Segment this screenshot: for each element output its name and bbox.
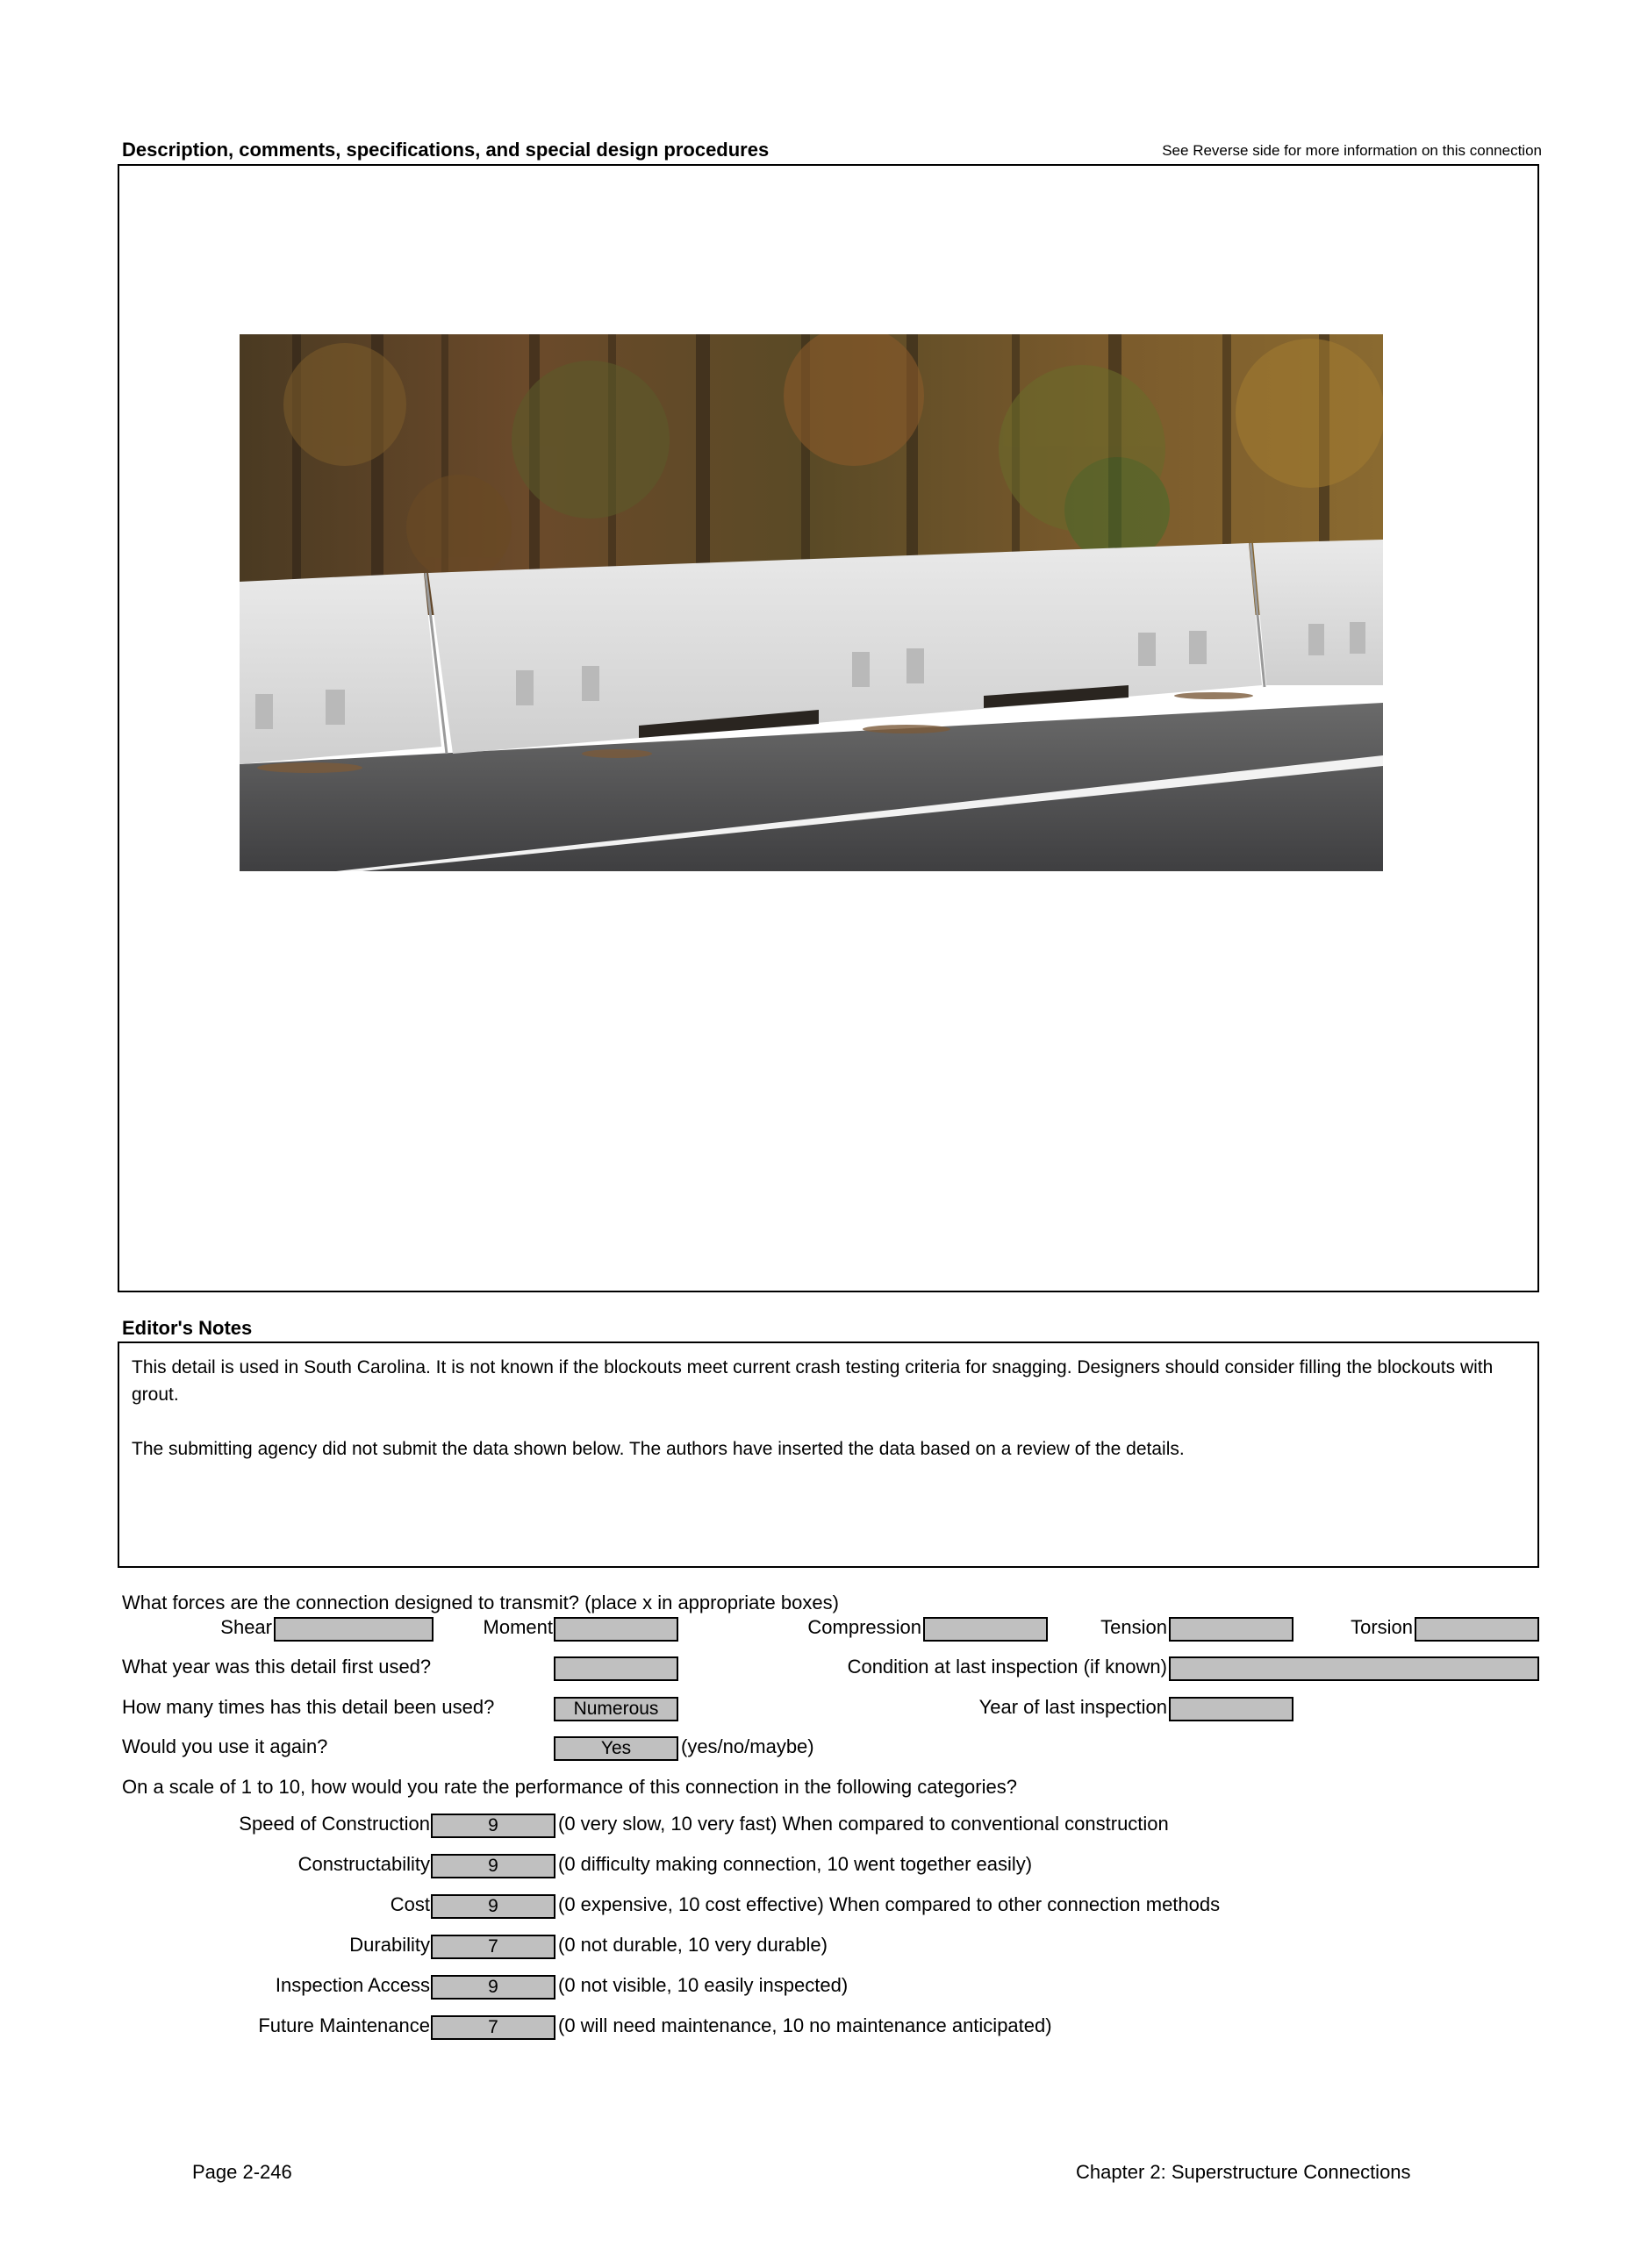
rating-inspection-field[interactable]: 9: [431, 1975, 555, 2000]
compression-label: Compression: [807, 1616, 921, 1638]
rating-durability-field[interactable]: 7: [431, 1935, 555, 1959]
last-inspection-field[interactable]: [1169, 1697, 1293, 1721]
torsion-label: Torsion: [1351, 1616, 1413, 1638]
editors-notes-paragraph-1: This detail is used in South Carolina. It is not known if the blockouts meet current crash testing criteria for snagging. Designers should consider filling the blockouts with grout.: [132, 1357, 1494, 1405]
shear-field[interactable]: [274, 1617, 434, 1642]
condition-field[interactable]: [1169, 1656, 1539, 1681]
page-number: Page 2-246: [192, 2161, 292, 2183]
condition-label: Condition at last inspection (if known): [847, 1656, 1167, 1678]
last-inspection-label: Year of last inspection: [978, 1696, 1167, 1718]
tension-label: Tension: [1100, 1616, 1167, 1638]
torsion-field[interactable]: [1415, 1617, 1539, 1642]
description-heading: Description, comments, specifications, and special design procedures: [122, 139, 770, 161]
chapter-title: Chapter 2: Superstructure Connections: [1076, 2161, 1411, 2183]
rating-maintenance-field[interactable]: 7: [431, 2015, 555, 2040]
editors-notes-title: Editor's Notes: [122, 1317, 253, 1339]
times-used-question: How many times has this detail been used?: [122, 1696, 495, 1718]
first-used-question: What year was this detail first used?: [122, 1656, 432, 1678]
rating-note: (0 difficulty making connection, 10 went together easily): [558, 1853, 1033, 1875]
rating-label: Future Maintenance: [258, 2014, 430, 2036]
rating-label: Durability: [349, 1934, 430, 1956]
use-again-field[interactable]: Yes: [554, 1736, 678, 1761]
compression-field[interactable]: [923, 1617, 1048, 1642]
moment-field[interactable]: [554, 1617, 678, 1642]
rating-constructability-field[interactable]: 9: [431, 1854, 555, 1878]
rating-label: Inspection Access: [275, 1974, 430, 1996]
rating-note: (0 will need maintenance, 10 no maintenance anticipated): [558, 2014, 1052, 2036]
rating-speed-field[interactable]: 9: [431, 1814, 555, 1838]
rating-note: (0 not visible, 10 easily inspected): [558, 1974, 849, 1996]
moment-label: Moment: [483, 1616, 553, 1638]
rating-cost-field[interactable]: 9: [431, 1894, 555, 1919]
reverse-side-note: See Reverse side for more information on this connection: [1162, 142, 1542, 159]
barrier-photo: [240, 334, 1383, 871]
rating-label: Constructability: [297, 1853, 430, 1875]
rating-note: (0 expensive, 10 cost effective) When compared to other connection methods: [558, 1893, 1221, 1915]
use-again-hint: (yes/no/maybe): [681, 1735, 814, 1757]
rating-note: (0 very slow, 10 very fast) When compared to conventional construction: [558, 1813, 1169, 1835]
times-used-field[interactable]: Numerous: [554, 1697, 678, 1721]
tension-field[interactable]: [1169, 1617, 1293, 1642]
forces-question: What forces are the connection designed to transmit? (place x in appropriate boxes): [122, 1592, 839, 1613]
editors-notes-paragraph-2: The submitting agency did not submit the data shown below. The authors have inserted the data based on a review of the details.: [132, 1439, 1185, 1459]
ratings-intro: On a scale of 1 to 10, how would you rate the performance of this connection in the following categories?: [122, 1776, 1017, 1798]
rating-note: (0 not durable, 10 very durable): [558, 1934, 828, 1956]
editors-notes-box: [118, 1341, 1539, 1568]
rating-label: Cost: [390, 1893, 430, 1915]
use-again-question: Would you use it again?: [122, 1735, 328, 1757]
first-used-field[interactable]: [554, 1656, 678, 1681]
shear-label: Shear: [220, 1616, 272, 1638]
rating-label: Speed of Construction: [239, 1813, 430, 1835]
